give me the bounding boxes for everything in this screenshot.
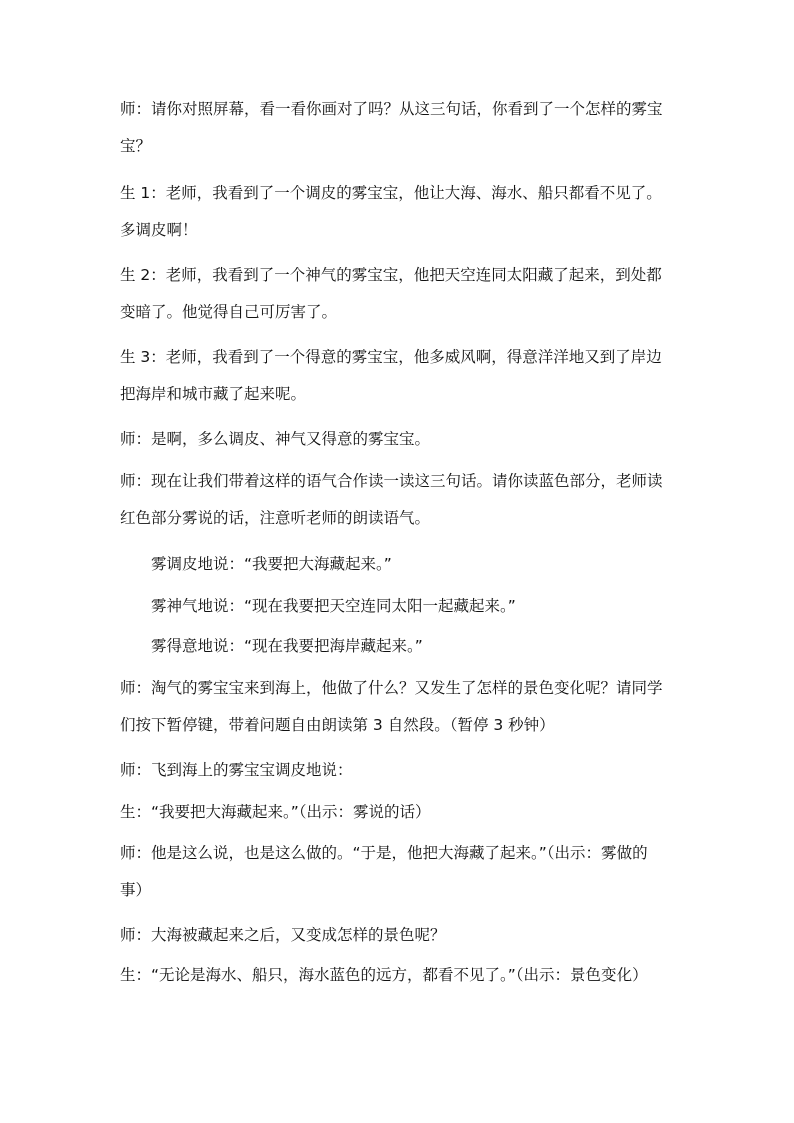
quote-line-2 — [151, 588, 721, 625]
text-line: 多调皮啊！ — [120, 221, 198, 239]
paragraph-teacher-action — [120, 835, 690, 909]
text-line: 师：大海被藏起来之后，又变成怎样的景色呢？ — [120, 926, 446, 944]
text-line: 宝？ — [120, 137, 152, 155]
paragraph-student-1 — [120, 175, 690, 249]
text-line: 雾得意地说：“现在我要把海岸藏起来。” — [151, 637, 423, 655]
text-line: 师：他是这么说，也是这么做的。“于是，他把大海藏了起来。”（出示：雾做的 — [120, 844, 648, 862]
text-line: 生：“我要把大海藏起来。”（出示：雾说的话） — [120, 803, 431, 821]
text-line: 生：“无论是海水、船只，海水蓝色的远方，都看不见了。”（出示：景色变化） — [120, 966, 648, 984]
text-line: 师：请你对照屏幕，看一看你画对了吗？从这三句话，你看到了一个怎样的雾宝 — [120, 100, 663, 118]
text-line: 生 2：老师，我看到了一个神气的雾宝宝，他把天空连同太阳藏了起来，到处都 — [120, 266, 662, 284]
paragraph-teacher-question — [120, 91, 690, 165]
text-line: 师：淘气的雾宝宝来到海上，他做了什么？又发生了怎样的景色变化呢？请同学 — [120, 679, 663, 697]
paragraph-student-2 — [120, 257, 690, 331]
text-line: 师：是啊，多么调皮、神气又得意的雾宝宝。 — [120, 430, 431, 448]
text-line: 雾调皮地说：“我要把大海藏起来。” — [151, 555, 392, 573]
text-line: 变暗了。他觉得自己可厉害了。 — [120, 303, 338, 321]
text-line: 把海岸和城市藏了起来呢。 — [120, 385, 307, 403]
text-line: 生 3：老师，我看到了一个得意的雾宝宝，他多威风啊，得意洋洋地又到了岸边 — [120, 348, 662, 366]
paragraph-teacher-fly — [120, 752, 690, 789]
paragraph-teacher-sea — [120, 670, 690, 744]
paragraph-student-scenery — [120, 957, 690, 994]
paragraph-teacher-instruction — [120, 463, 690, 537]
text-line: 雾神气地说：“现在我要把天空连同太阳一起藏起来。” — [151, 597, 516, 615]
text-line: 们按下暂停键，带着问题自由朗读第 3 自然段。（暂停 3 秒钟） — [120, 716, 555, 734]
paragraph-student-quote — [120, 794, 690, 831]
quote-line-3 — [151, 628, 721, 665]
text-line: 师：飞到海上的雾宝宝调皮地说： — [120, 761, 353, 779]
text-line: 事） — [120, 881, 152, 899]
paragraph-teacher-summary — [120, 421, 690, 458]
text-line: 红色部分雾说的话，注意听老师的朗读语气。 — [120, 509, 431, 527]
paragraph-student-3 — [120, 339, 690, 413]
text-line: 生 1：老师，我看到了一个调皮的雾宝宝，他让大海、海水、船只都看不见了。 — [120, 184, 662, 202]
quote-line-1 — [151, 546, 721, 583]
text-line: 师：现在让我们带着这样的语气合作读一读这三句话。请你读蓝色部分，老师读 — [120, 472, 663, 490]
paragraph-teacher-scenery — [120, 917, 690, 954]
